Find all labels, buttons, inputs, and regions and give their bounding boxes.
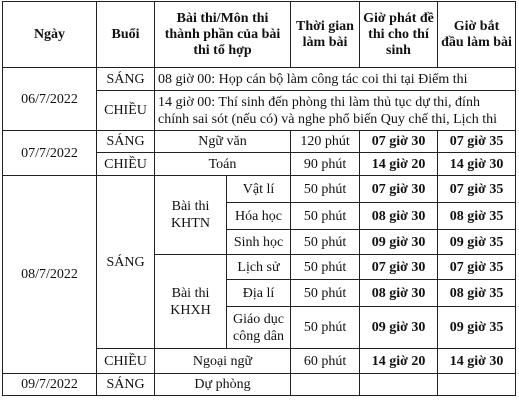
duration-cell: 90 phút [291,153,360,176]
start-cell: 14 giờ 30 [438,349,516,374]
duration-cell: 50 phút [291,230,360,255]
handout-cell: 09 giờ 30 [360,307,438,349]
empty-cell [291,374,360,396]
table-row [3,374,516,396]
start-cell: 08 giờ 35 [438,203,516,230]
table-row [3,131,516,153]
header-date: Ngày [3,2,97,68]
note-cell: 08 giờ 00: Họp cán bộ làm công tác coi thi tại Điểm thi [155,68,516,91]
empty-cell [360,374,438,396]
handout-cell: 09 giờ 30 [360,230,438,255]
subject-cell: Ngữ văn [155,131,291,153]
subject-cell: Dự phòng [155,374,291,396]
header-row [3,2,516,68]
subject-cell: Vật lí [227,176,291,203]
session-cell: SÁNG [97,131,155,153]
handout-cell: 07 giờ 30 [360,131,438,153]
table-row [3,176,516,203]
start-cell: 07 giờ 35 [438,255,516,280]
session-cell: SÁNG [97,176,155,349]
handout-cell: 08 giờ 30 [360,203,438,230]
group-cell: Bài thi KHXH [155,255,227,349]
session-cell: SÁNG [97,68,155,91]
handout-cell: 07 giờ 30 [360,255,438,280]
subject-cell: Ngoại ngữ [155,349,291,374]
session-cell: CHIỀU [97,91,155,131]
empty-cell [438,374,516,396]
session-cell: CHIỀU [97,349,155,374]
duration-cell: 60 phút [291,349,360,374]
start-cell: 09 giờ 35 [438,307,516,349]
header-duration: Thời gian làm bài [291,2,360,68]
handout-cell: 14 giờ 20 [360,153,438,176]
handout-cell: 14 giờ 20 [360,349,438,374]
duration-cell: 50 phút [291,255,360,280]
header-session: Buổi [97,2,155,68]
start-cell: 07 giờ 35 [438,131,516,153]
handout-cell: 08 giờ 30 [360,280,438,307]
duration-cell: 50 phút [291,176,360,203]
subject-cell: Địa lí [227,280,291,307]
duration-cell: 50 phút [291,280,360,307]
exam-schedule-table [2,1,516,396]
date-cell: 07/7/2022 [3,131,97,176]
date-cell: 09/7/2022 [3,374,97,396]
start-cell: 09 giờ 35 [438,230,516,255]
start-cell: 07 giờ 35 [438,176,516,203]
group-cell: Bài thi KHTN [155,176,227,255]
date-cell: 08/7/2022 [3,176,97,374]
duration-cell: 120 phút [291,131,360,153]
header-handout-time: Giờ phát đề thi cho thí sinh [360,2,438,68]
date-cell: 06/7/2022 [3,68,97,131]
subject-cell: Sinh học [227,230,291,255]
subject-cell: Lịch sử [227,255,291,280]
table-row [3,68,516,91]
session-cell: CHIỀU [97,153,155,176]
header-start-time: Giờ bắt đầu làm bài [438,2,516,68]
session-cell: SÁNG [97,374,155,396]
start-cell: 08 giờ 35 [438,280,516,307]
subject-cell: Toán [155,153,291,176]
duration-cell: 50 phút [291,203,360,230]
subject-cell: Hóa học [227,203,291,230]
duration-cell: 50 phút [291,307,360,349]
subject-cell: Giáo dục công dân [227,307,291,349]
header-subject: Bài thi/Môn thi thành phần của bài thi tổ hợp [155,2,291,68]
start-cell: 14 giờ 30 [438,153,516,176]
handout-cell: 07 giờ 30 [360,176,438,203]
note-cell: 14 giờ 00: Thí sinh đến phòng thi làm thủ tục dự thi, đính chính sai sót (nếu có) và nghe phổ biến Quy chế thi, Lịch thi [155,91,516,131]
